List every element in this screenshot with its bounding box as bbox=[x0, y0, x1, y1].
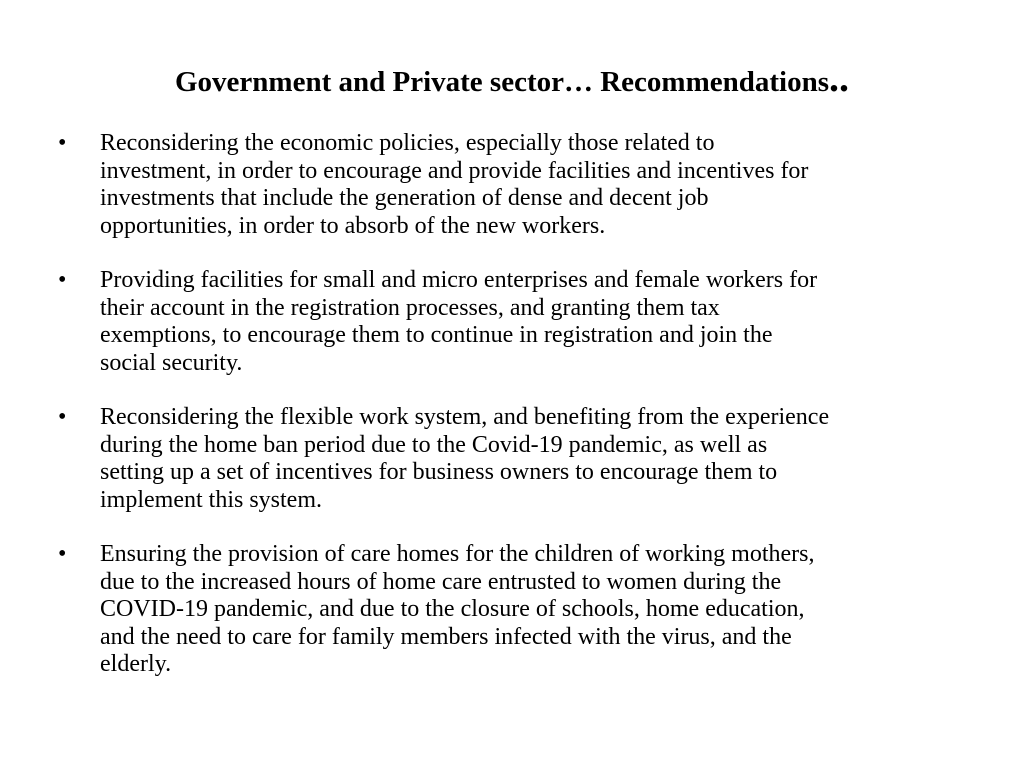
bullet-text: Reconsidering the flexible work system, and benefiting from the experience during the home ban period due to the Covid-19 pandemic, as well as setting up a set of incentives for business owners to encourage them to implement this system. bbox=[100, 404, 830, 513]
bullet-item-investment-policies bbox=[0, 130, 1024, 240]
bullet-text: Ensuring the provision of care homes for the children of working mothers, due to the increased hours of home care entrusted to women during the COVID-19 pandemic, and due to the closure of schools, home education, and the need to care for family members infected with the virus, and the elderly. bbox=[100, 541, 815, 677]
bullet-text: Reconsidering the economic policies, especially those related to investment, in order to encourage and provide facilities and incentives for investments that include the generation of dense and decent job opportunities, in order to absorb of the new workers. bbox=[100, 130, 809, 239]
slide-title bbox=[0, 55, 1024, 102]
slide-title-text: Government and Private sector… Recommendations bbox=[175, 66, 829, 98]
bullet-marker: • bbox=[58, 541, 67, 567]
bullet-text: Providing facilities for small and micro enterprises and female workers for their account in the registration processes, and granting them tax exemptions, to encourage them to continue in registration and join the social security. bbox=[100, 267, 818, 376]
bullet-list bbox=[0, 130, 1024, 706]
slide-title-dots: .. bbox=[829, 55, 849, 100]
bullet-item-care-homes bbox=[0, 541, 1024, 679]
bullet-item-flexible-work bbox=[0, 404, 1024, 514]
bullet-item-small-enterprises bbox=[0, 267, 1024, 377]
bullet-marker: • bbox=[58, 267, 67, 293]
bullet-marker: • bbox=[58, 404, 67, 430]
bullet-marker: • bbox=[58, 130, 67, 156]
